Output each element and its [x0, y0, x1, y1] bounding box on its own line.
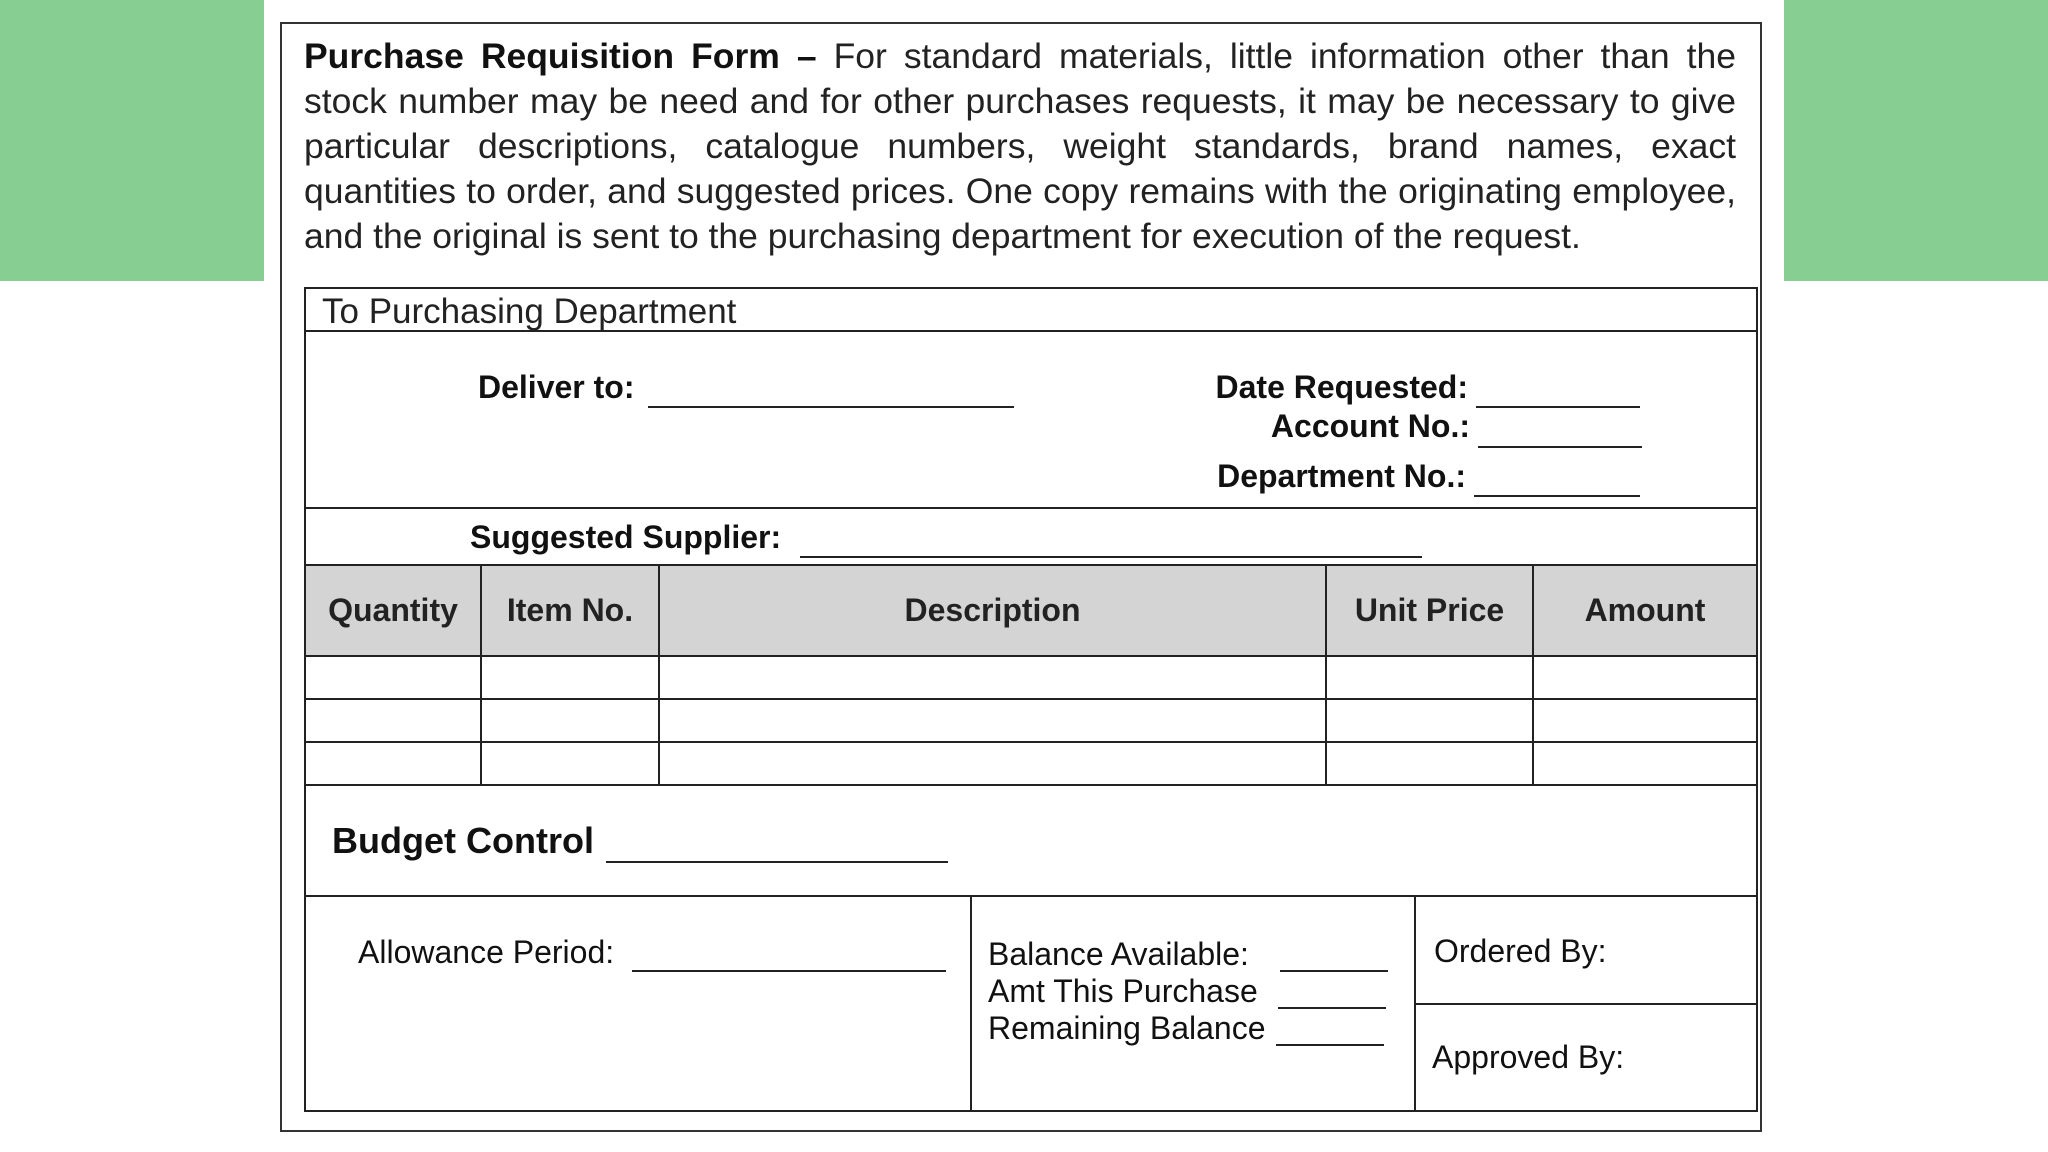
- allowance-period-label: Allowance Period:: [358, 934, 615, 970]
- form-title: Purchase Requisition Form –: [304, 36, 817, 76]
- suggested-supplier-field[interactable]: [800, 556, 1422, 558]
- balance-available-field[interactable]: [1280, 970, 1388, 972]
- date-requested-label: Date Requested:: [1215, 369, 1468, 405]
- column-amount: Amount: [1584, 592, 1706, 628]
- budget-control-label: Budget Control: [332, 820, 594, 861]
- suggested-supplier-label: Suggested Supplier:: [470, 519, 782, 555]
- amt-this-purchase-label: Amt This Purchase: [988, 973, 1258, 1009]
- deliver-to-label: Deliver to:: [478, 369, 635, 405]
- column-item-no: Item No.: [506, 592, 634, 628]
- department-no-field[interactable]: [1474, 495, 1640, 497]
- column-description: Description: [904, 592, 1081, 628]
- requisition-form: [304, 287, 1758, 1112]
- account-no-label: Account No.:: [1270, 408, 1470, 444]
- ordered-by-label: Ordered By:: [1434, 933, 1607, 969]
- date-requested-field[interactable]: [1476, 406, 1640, 408]
- department-no-label: Department No.:: [1217, 458, 1466, 494]
- balance-available-label: Balance Available:: [988, 936, 1249, 972]
- column-unit-price: Unit Price: [1354, 592, 1505, 628]
- intro-paragraph: [304, 34, 1736, 259]
- intro-text: For standard materials, little information other than the stock number may be need and for other purchases requests, it may be necessary to give particular descriptions, catalogue numbers, weight standards, brand names, exact quantities to order, and suggested prices. One copy remains with the originating employee, and the original is sent to the purchasing department for execution of the request.: [304, 36, 1736, 256]
- remaining-balance-label: Remaining Balance: [988, 1010, 1266, 1046]
- left-green-panel: [0, 0, 264, 281]
- right-green-panel: [1784, 0, 2048, 281]
- allowance-period-field[interactable]: [632, 970, 946, 972]
- to-purchasing-department: To Purchasing Department: [322, 292, 737, 331]
- deliver-to-field[interactable]: [648, 406, 1014, 408]
- column-quantity: Quantity: [328, 592, 458, 628]
- budget-control-field[interactable]: [606, 861, 948, 863]
- account-no-field[interactable]: [1478, 446, 1642, 448]
- approved-by-label: Approved By:: [1432, 1039, 1625, 1075]
- amt-this-purchase-field[interactable]: [1278, 1007, 1386, 1009]
- remaining-balance-field[interactable]: [1276, 1044, 1384, 1046]
